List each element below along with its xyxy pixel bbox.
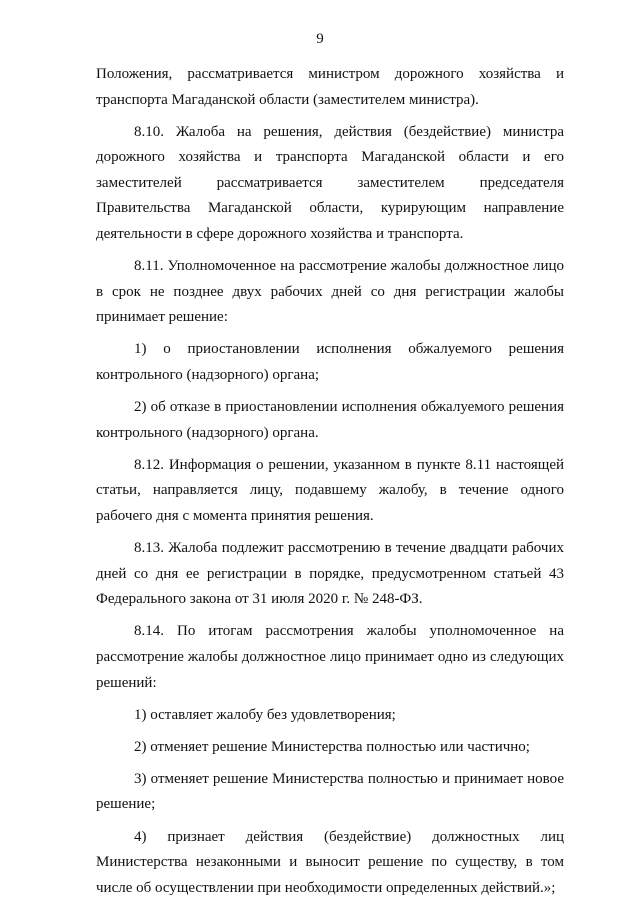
paragraph-8-14: 8.14. По итогам рассмотрения жалобы уполномоченное на рассмотрение жалобы должностное лицо принимает одно из следующих решений: [96, 623, 564, 691]
paragraph-8-10: 8.10. Жалоба на решения, действия (бездействие) министра дорожного хозяйства и транспорта Магаданской области и его заместителей рассматривается заместителем председателя Правительства Магаданской области, курирующим направление деятельности в сфере дорожного хозяйства и транспорта. [96, 123, 564, 243]
list-item-8-14-3: 3) отменяет решение Министерства полностью и принимает новое решение; [96, 770, 564, 813]
paragraph-8-13: 8.13. Жалоба подлежит рассмотрению в течение двадцати рабочих дней со дня ее регистрации в порядке, предусмотренном статьей 43 Федерального закона от 31 июля 2020 г. № 248-ФЗ. [96, 540, 564, 608]
paragraph-8-12: 8.12. Информация о решении, указанном в пункте 8.11 настоящей статьи, направляется лицу, подавшему жалобу, в течение одного рабочего дня с момента принятия решения. [96, 456, 564, 524]
document-body [96, 62, 564, 908]
list-item-8-11-2: 2) об отказе в приостановлении исполнения обжалуемого решения контрольного (надзорного) органа. [96, 399, 564, 441]
list-item-8-14-4: 4) признает действия (бездействие) должностных лиц Министерства незаконными и выносит решение по существу, в том числе об осуществлении при необходимости определенных действий.»; [96, 828, 564, 896]
list-item-8-14-1: 1) оставляет жалобу без удовлетворения; [134, 706, 396, 723]
page-number: 9 [316, 31, 324, 47]
paragraph-continuation: Положения, рассматривается министром дорожного хозяйства и транспорта Магаданской области (заместителем министра). [96, 66, 564, 108]
list-item-8-11-1: 1) о приостановлении исполнения обжалуемого решения контрольного (надзорного) органа; [96, 341, 564, 384]
list-item-8-14-2: 2) отменяет решение Министерства полностью или частично; [134, 738, 530, 755]
paragraph-8-11: 8.11. Уполномоченное на рассмотрение жалобы должностное лицо в срок не позднее двух рабочих дней со дня регистрации жалобы принимает решение: [96, 258, 564, 326]
